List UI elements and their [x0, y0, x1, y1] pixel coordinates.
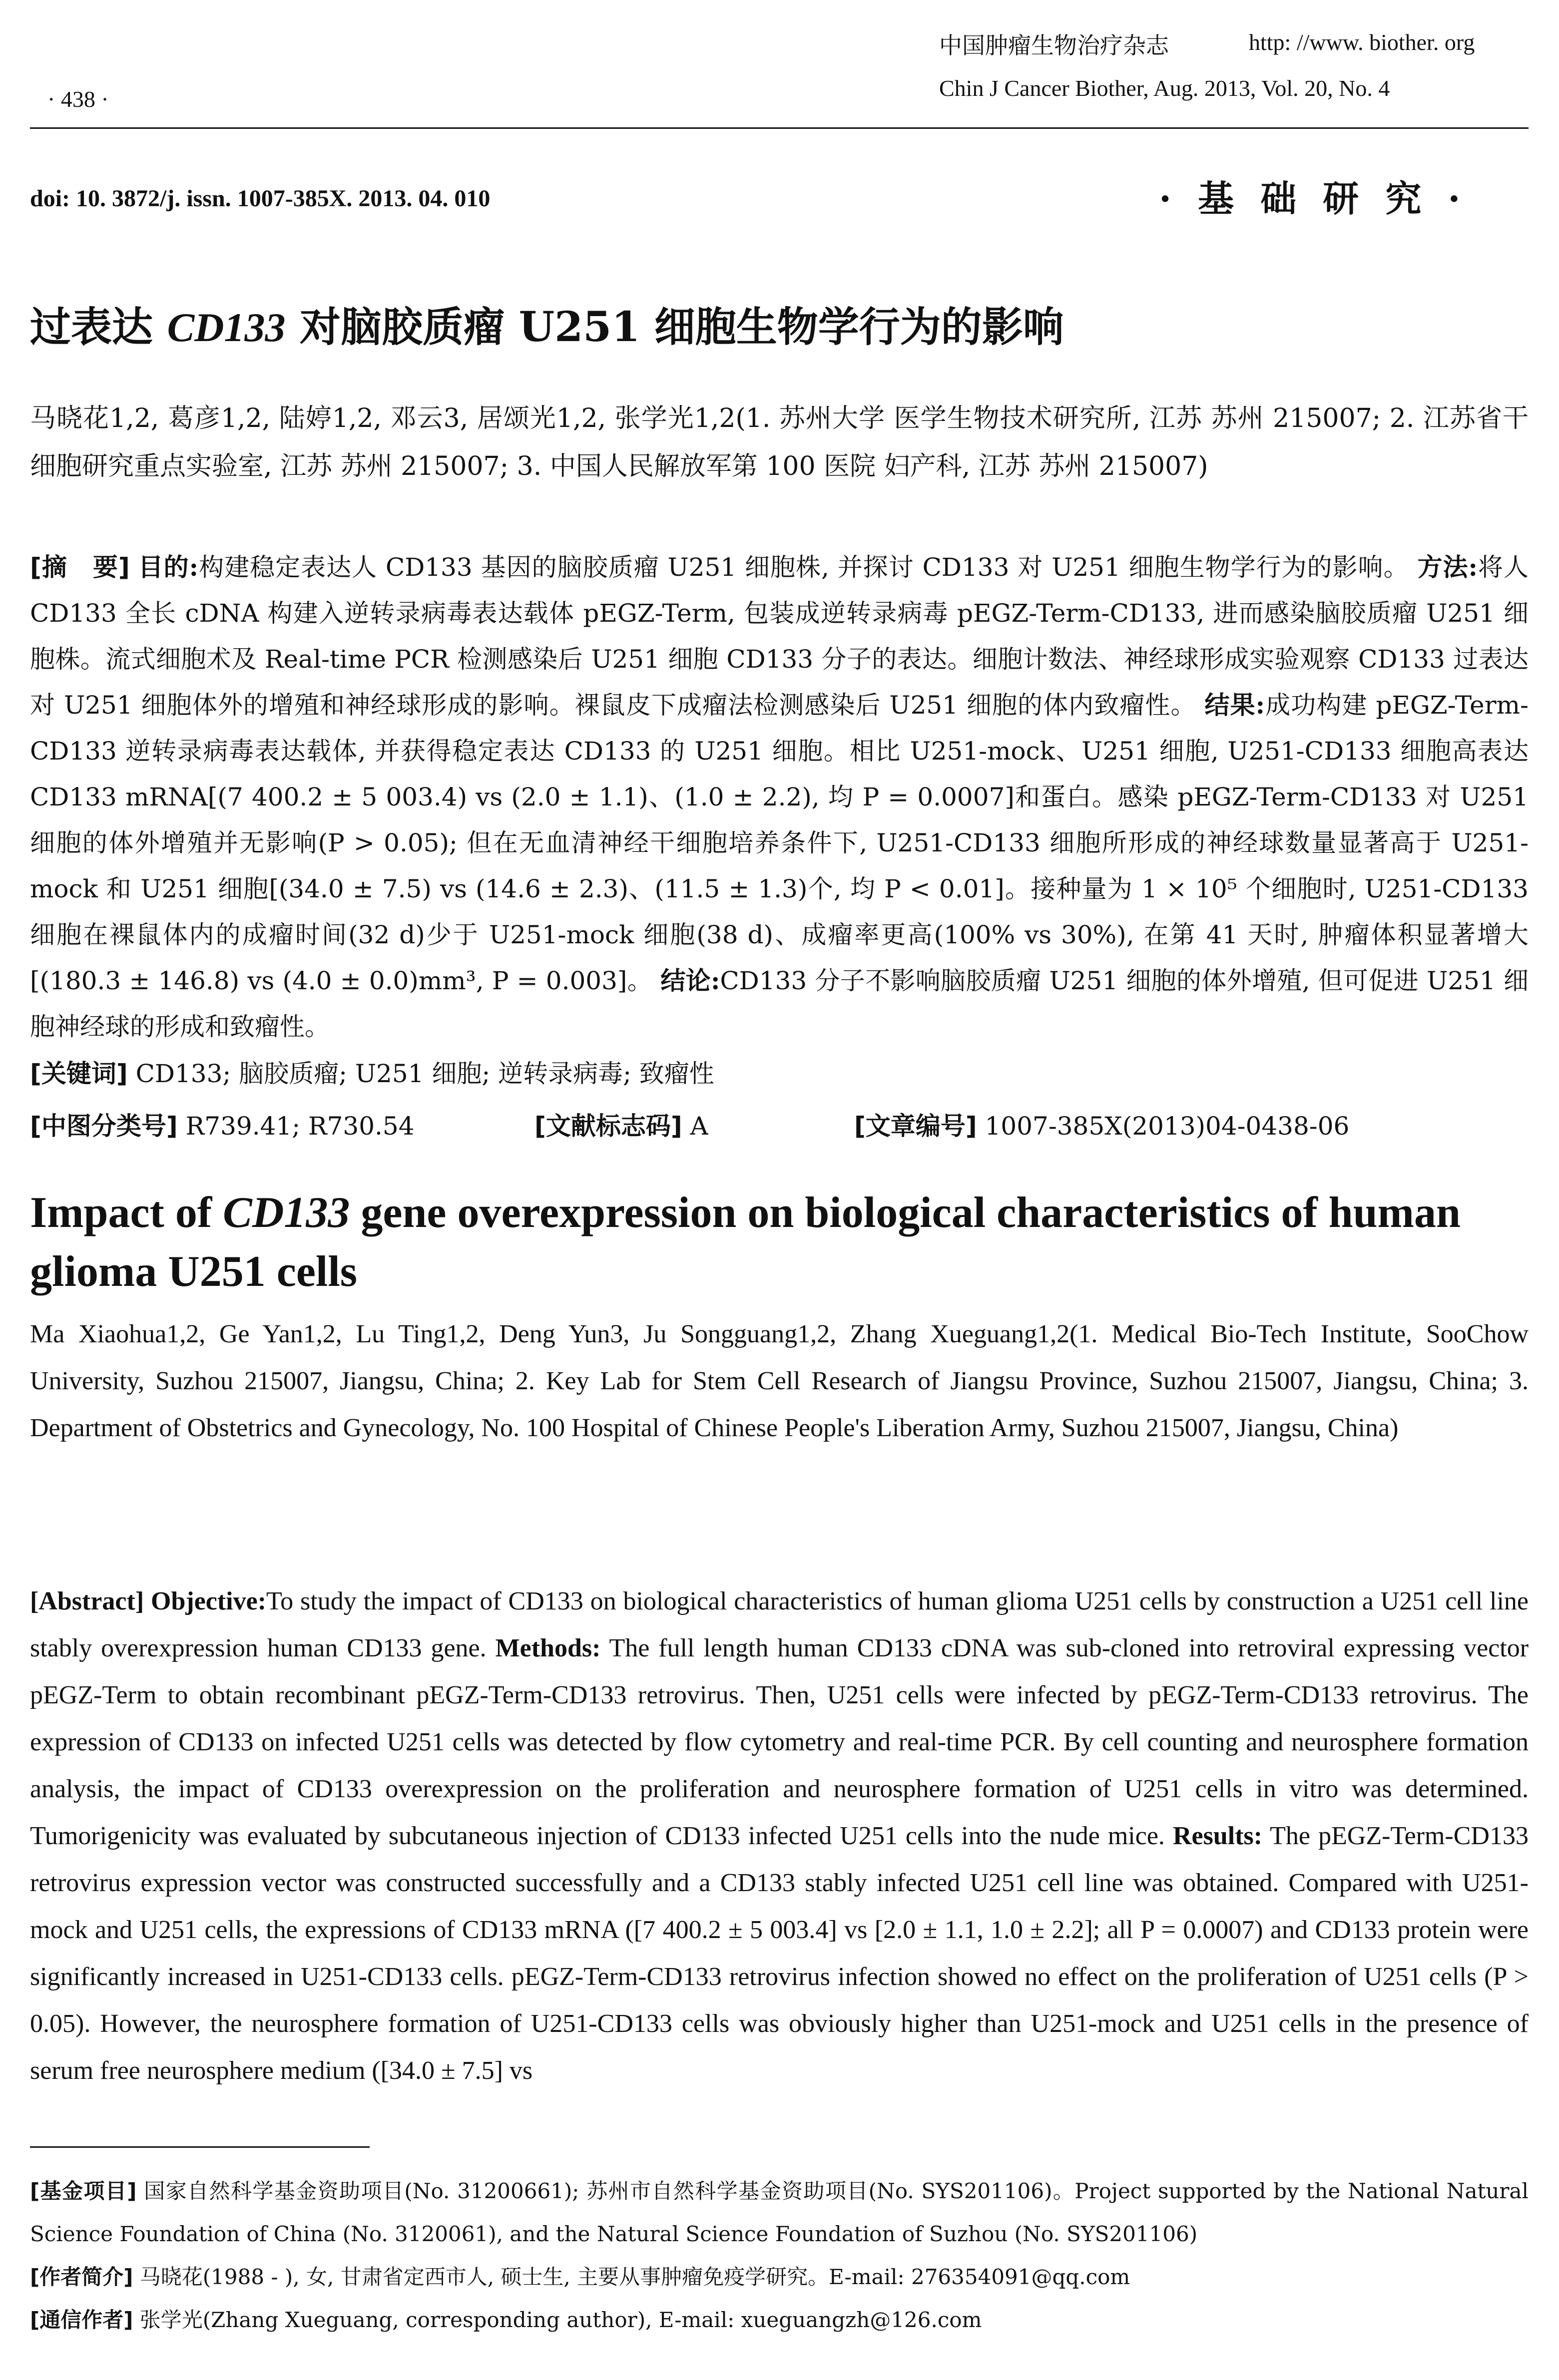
title-cn-pre: 过表达 — [30, 303, 167, 351]
abstract-cn-objective: 构建稳定表达人 CD133 基因的脑胶质瘤 U251 细胞株, 并探讨 CD133 对 U251 细胞生物学行为的影响。 — [198, 553, 1409, 582]
keywords-cn-label: [关键词] — [30, 1059, 128, 1088]
section-label: · 基 础 研 究 · — [1159, 177, 1468, 220]
footnotes — [30, 2170, 1529, 2342]
title-en — [30, 1184, 1529, 1301]
funding-label: [基金项目] — [30, 2179, 137, 2203]
abstract-cn — [30, 544, 1529, 1050]
title-cn-post: 对脑胶质瘤 U251 细胞生物学行为的影响 — [285, 303, 1064, 351]
clc-value: R739.41; R730.54 — [185, 1112, 415, 1141]
abstract-en-results: The pEGZ-Term-CD133 retrovirus expression vector was constructed successfully and a CD133 stably infected U251 cell line was obtained. Compared with U251-mock and U251 cells, the expressions of CD133 mRNA ([7 400.2 ± 5 003.4] vs [2.0 ± 1.1, 1.0 ± 2.2]; all P = 0.0007) and CD133 protein were significantly increased in U251-CD133 cells. pEGZ-Term-CD133 retrovirus infection showed no effect on the proliferation of U251 cells (P > 0.05). However, the neurosphere formation of U251-CD133 cells was obviously higher than U251-mock and U251 cells in the presence of serum free neurosphere medium ([34.0 ± 7.5] vs — [30, 1822, 1529, 2085]
page-number: · 438 · — [47, 86, 109, 112]
article-number-value: 1007-385X(2013)04-0438-06 — [985, 1112, 1350, 1141]
authors-cn: 马晓花1,2, 葛彦1,2, 陆婷1,2, 邓云3, 居颂光1,2, 张学光1,2(1. 苏州大学 医学生物技术研究所, 江苏 苏州 215007; 2. 江苏省干细胞研究重点实验室, 江苏 苏州 215007; 3. 中国人民解放军第 100 医院 妇产科, 江苏 苏州 215007) — [30, 403, 1529, 481]
abstract-en-methods: The full length human CD133 cDNA was sub-cloned into retroviral expressing vector pEGZ-Term to obtain recombinant pEGZ-Term-CD133 retrovirus. Then, U251 cells were infected by pEGZ-Term-CD133 retrovirus. The expression of CD133 on infected U251 cells was detected by flow cytometry and real-time PCR. By cell counting and neurosphere formation analysis, the impact of CD133 overexpression on the proliferation and neurosphere formation of U251 cells in vitro was determined. Tumorigenicity was evaluated by subcutaneous injection of CD133 infected U251 cells into the nude mice. — [30, 1634, 1529, 1850]
header-rule — [30, 127, 1529, 129]
journal-citation-en: Chin J Cancer Biother, Aug. 2013, Vol. 20, No. 4 — [939, 75, 1390, 101]
journal-name-cn: 中国肿瘤生物治疗杂志 — [939, 32, 1169, 59]
abstract-en-label: [Abstract] — [30, 1587, 144, 1615]
abstract-en-objective-label: Objective: — [151, 1587, 267, 1615]
title-cn — [30, 295, 1064, 353]
title-en-pre: Impact of — [30, 1189, 223, 1237]
doi: doi: 10. 3872/j. issn. 1007-385X. 2013. 04. 010 — [30, 185, 491, 212]
abstract-cn-objective-label: 目的: — [138, 552, 199, 582]
abstract-en — [30, 1578, 1529, 2094]
abstract-cn-results: 成功构建 pEGZ-Term-CD133 逆转录病毒表达载体, 并获得稳定表达 CD133 的 U251 细胞。相比 U251-mock、U251 细胞, U251-CD133 细胞高表达 CD133 mRNA[(7 400.2 ± 5 003.4) vs (2.0 ± 1.1)、(1.0 ± 2.2), 均 P = 0.0007]和蛋白。感染 pEGZ-Term-CD133 对 U251 细胞的体外增殖并无影响(P > 0.05); 但在无血清神经干细胞培养条件下, U251-CD133 细胞所形成的神经球数量显著高于 U251-mock 和 U251 细胞[(34.0 ± 7.5) vs (14.6 ± 2.3)、(11.5 ± 1.3)个, 均 P < 0.01]。接种量为 1 × 10⁵ 个细胞时, U251-CD133 细胞在裸鼠体内的成瘤时间(32 d)少于 U251-mock 细胞(38 d)、成瘤率更高(100% vs 30%), 在第 41 天时, 肿瘤体积显著增大[(180.3 ± 146.8) vs (4.0 ± 0.0)mm³, P = 0.003]。 — [30, 691, 1529, 995]
title-en-post: gene overexpression on biological characteristics of human glioma U251 cells — [30, 1189, 1461, 1296]
doc-code-value: A — [690, 1112, 708, 1141]
abstract-en-results-label: Results: — [1172, 1822, 1263, 1850]
corresponding-author-text: 张学光(Zhang Xueguang, corresponding author), E-mail: xueguangzh@126.com — [139, 2308, 982, 2332]
footnote-corresponding — [30, 2299, 1529, 2342]
abstract-cn-conclusion-label: 结论: — [660, 966, 720, 995]
corresponding-author-label: [通信作者] — [30, 2308, 133, 2332]
abstract-cn-label: [摘 要] — [30, 553, 130, 582]
funding-text: 国家自然科学基金资助项目(No. 31200661); 苏州市自然科学基金资助项目(No. SYS201106)。Project supported by the National Natural Science Foundation of China (No. 3120061), and the Natural Science Foundation of Suzhou (No. SYS201106) — [30, 2179, 1529, 2246]
abstract-cn-results-label: 结果: — [1204, 690, 1265, 720]
doc-code-label: [文献标志码] — [534, 1112, 682, 1141]
abstract-cn-conclusion: CD133 分子不影响脑胶质瘤 U251 细胞的体外增殖, 但可促进 U251 细胞神经球的形成和致瘤性。 — [30, 966, 1529, 1041]
author-bio-label: [作者简介] — [30, 2265, 133, 2289]
abstract-en-objective: To study the impact of CD133 on biological characteristics of human glioma U251 cells by construction a U251 cell line stably overexpression human CD133 gene. — [30, 1587, 1529, 1662]
journal-url[interactable]: http: //www. biother. org — [1249, 29, 1475, 55]
title-cn-gene: CD133 — [167, 305, 286, 350]
authors-en: Ma Xiaohua1,2, Ge Yan1,2, Lu Ting1,2, Deng Yun3, Ju Songguang1,2, Zhang Xueguang1,2(1. Medical Bio-Tech Institute, SooChow University, Suzhou 215007, Jiangsu, China; 2. Key Lab for Stem Cell Research of Jiangsu Province, Suzhou 215007, Jiangsu, China; 3. Department of Obstetrics and Gynecology, No. 100 Hospital of Chinese People's Liberation Army, Suzhou 215007, Jiangsu, China) — [30, 1320, 1529, 1442]
abstract-cn-methods-label: 方法: — [1417, 552, 1478, 582]
clc-label: [中图分类号] — [30, 1112, 178, 1141]
author-bio-text: 马晓花(1988 - ), 女, 甘肃省定西市人, 硕士生, 主要从事肿瘤免疫学研究。E-mail: 276354091@qq.com — [139, 2265, 1130, 2289]
abstract-cn-methods: 将人 CD133 全长 cDNA 构建入逆转录病毒表达载体 pEGZ-Term, 包装成逆转录病毒 pEGZ-Term-CD133, 进而感染脑胶质瘤 U251 细胞株。流式细胞术及 Real-time PCR 检测感染后 U251 细胞 CD133 分子的表达。细胞计数法、神经球形成实验观察 CD133 过表达对 U251 细胞体外的增殖和神经球形成的影响。裸鼠皮下成瘤法检测感染后 U251 细胞的体内致瘤性。 — [30, 553, 1529, 720]
keywords-cn — [30, 1054, 714, 1090]
title-en-gene: CD133 — [223, 1189, 350, 1237]
article-number-label: [文章编号] — [854, 1112, 977, 1141]
keywords-cn-value: CD133; 脑胶质瘤; U251 细胞; 逆转录病毒; 致瘤性 — [135, 1059, 714, 1088]
abstract-en-methods-label: Methods: — [495, 1634, 601, 1662]
footnote-rule — [30, 2146, 370, 2148]
classification-row — [30, 1106, 1529, 1142]
footnote-author — [30, 2256, 1529, 2299]
footnote-funding — [30, 2170, 1529, 2256]
